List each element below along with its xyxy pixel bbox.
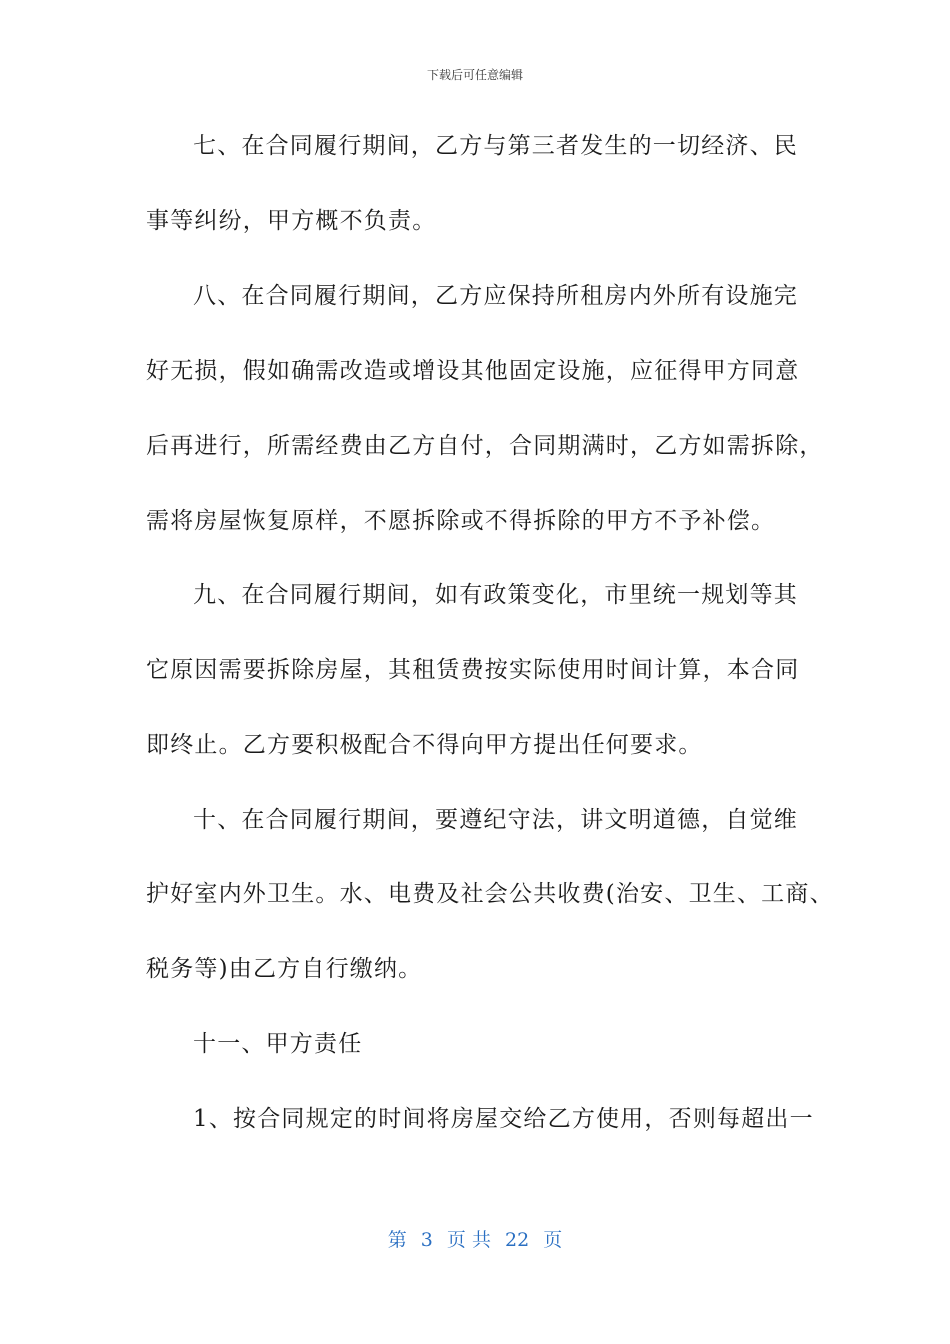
paragraph-line: 1、按合同规定的时间将房屋交给乙方使用，否则每超出一 (193, 1106, 814, 1132)
footer-prefix: 第 (387, 1229, 407, 1251)
paragraph-line: 八、在合同履行期间，乙方应保持所租房内外所有设施完 (193, 283, 798, 309)
paragraph-line: 税务等)由乙方自行缴纳。 (146, 956, 423, 982)
paragraph-line: 后再进行，所需经费由乙方自付，合同期满时，乙方如需拆除， (146, 433, 824, 459)
footer-page-number: 3 (420, 1229, 433, 1251)
paragraph-line: 九、在合同履行期间，如有政策变化，市里统一规划等其 (193, 582, 798, 608)
footer-total-pages: 22 (505, 1229, 530, 1251)
page-header: 下载后可任意编辑 (426, 68, 523, 82)
paragraph-line: 需将房屋恢复原样，不愿拆除或不得拆除的甲方不予补偿。 (146, 508, 776, 534)
paragraph-line: 即终止。乙方要积极配合不得向甲方提出任何要求。 (146, 732, 703, 758)
paragraph-line: 事等纠纷，甲方概不负责。 (146, 208, 437, 234)
paragraph-line: 护好室内外卫生。水、电费及社会公共收费(治安、卫生、工商、 (146, 881, 834, 907)
footer-middle: 页 共 (446, 1229, 491, 1251)
section-heading: 十一、甲方责任 (193, 1031, 363, 1057)
page-footer (0, 1225, 950, 1252)
paragraph-line: 十、在合同履行期间，要遵纪守法，讲文明道德，自觉维 (193, 807, 798, 833)
paragraph-line: 好无损，假如确需改造或增设其他固定设施，应征得甲方同意 (146, 358, 800, 384)
paragraph-line: 七、在合同履行期间，乙方与第三者发生的一切经济、民 (193, 133, 798, 159)
paragraph-line: 它原因需要拆除房屋，其租赁费按实际使用时间计算，本合同 (146, 657, 800, 683)
footer-suffix: 页 (543, 1229, 563, 1251)
